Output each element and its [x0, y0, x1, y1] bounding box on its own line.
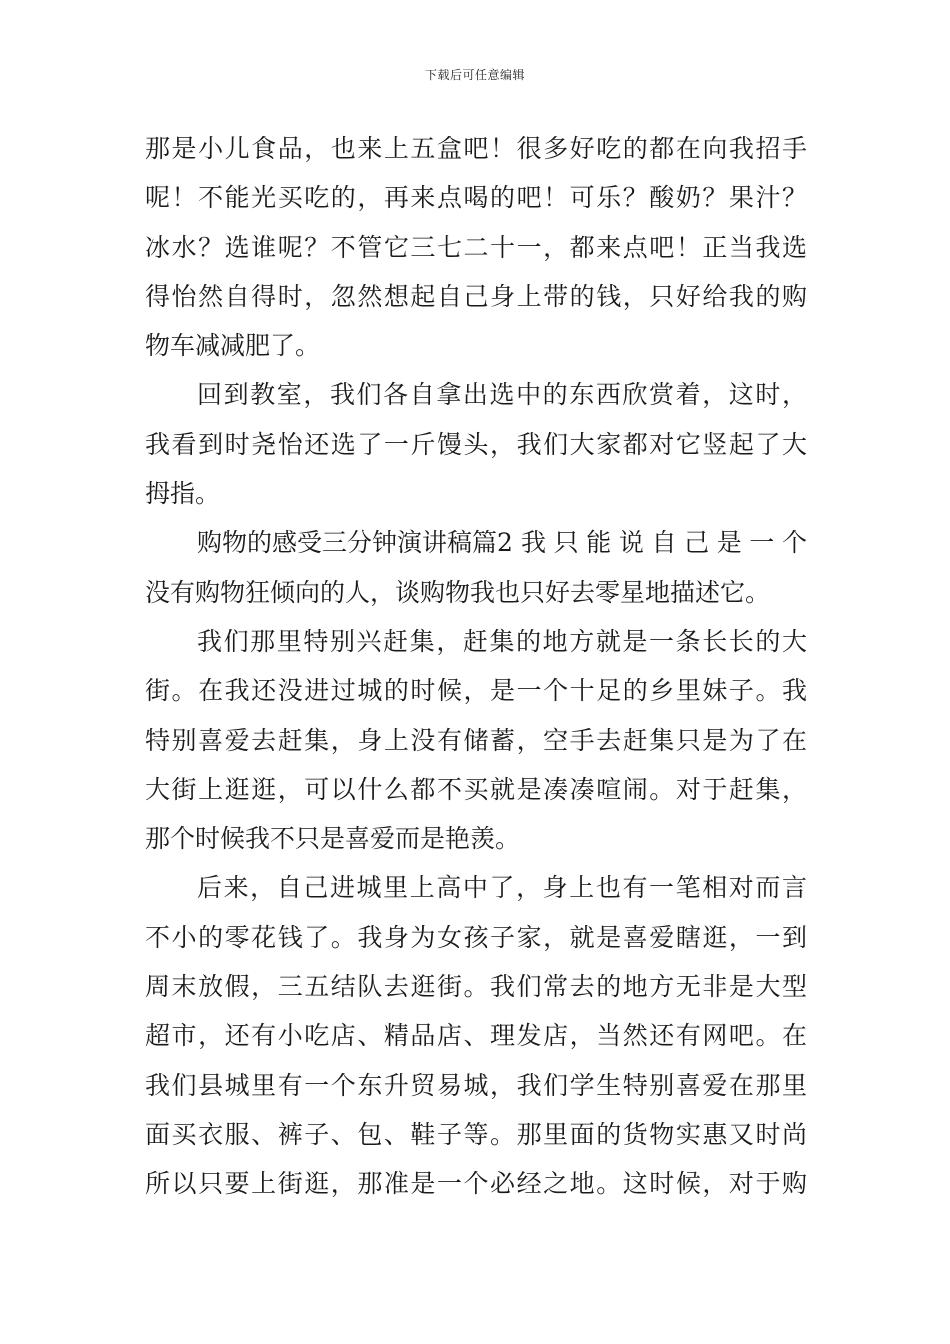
text-line: 回到教室，我们各自拿出选中的东西欣赏着，这时， [197, 380, 807, 410]
paragraph [145, 518, 807, 617]
section-heading-line [145, 518, 807, 567]
paragraph [145, 124, 807, 370]
text-line: 我看到时尧怡还选了一斤馒头，我们大家都对它竖起了大 [145, 429, 807, 459]
text-line: 那个时候我不只是喜爱而是艳羡。 [145, 824, 521, 854]
text-line: 我们县城里有一个东升贸易城，我们学生特别喜爱在那里 [145, 1070, 807, 1100]
text-line: 得怡然自得时，忽然想起自己身上带的钱，只好给我的购 [145, 281, 807, 311]
paragraph [145, 370, 807, 518]
text-line: 周末放假，三五结队去逛街。我们常去的地方无非是大型 [145, 972, 807, 1002]
text-line: 面买衣服、裤子、包、鞋子等。那里面的货物实惠又时尚 [145, 1119, 807, 1149]
text-line: 街。在我还没进过城的时候，是一个十足的乡里妹子。我 [145, 676, 807, 706]
text-line: 所以只要上街逛，那准是一个必经之地。这时候，对于购 [145, 1169, 807, 1199]
text-line: 没有购物狂倾向的人，谈购物我也只好去零星地描述它。 [145, 577, 771, 607]
document-body [145, 124, 807, 1209]
paragraph [145, 863, 807, 1208]
text-line: 特别喜爱去赶集，身上没有储蓄，空手去赶集只是为了在 [145, 725, 807, 755]
text-line: 我们那里特别兴赶集，赶集的地方就是一条长长的大 [197, 626, 807, 656]
text-line: 不小的零花钱了。我身为女孩子家，就是喜爱瞎逛，一到 [145, 922, 807, 952]
paragraph [145, 617, 807, 863]
text-line: 大街上逛逛，可以什么都不买就是凑凑喧闹。对于赶集， [145, 774, 807, 804]
text-line: 我只能说自己是一个 [521, 528, 807, 558]
section-heading: 购物的感受三分钟演讲稿篇2 [197, 528, 513, 558]
text-line: 物车减减肥了。 [145, 331, 321, 361]
text-line: 呢！不能光买吃的，再来点喝的吧！可乐？酸奶？果汁？ [145, 183, 807, 213]
text-line: 后来，自己进城里上高中了，身上也有一笔相对而言 [197, 873, 807, 903]
text-line: 超市，还有小吃店、精品店、理发店，当然还有网吧。在 [145, 1021, 807, 1051]
page-header: 下载后可任意编辑 [424, 68, 525, 82]
text-line: 冰水？选谁呢？不管它三七二十一，都来点吧！正当我选 [145, 232, 807, 262]
text-line: 拇指。 [145, 479, 221, 509]
text-line: 那是小儿食品，也来上五盒吧！很多好吃的都在向我招手 [145, 134, 807, 163]
